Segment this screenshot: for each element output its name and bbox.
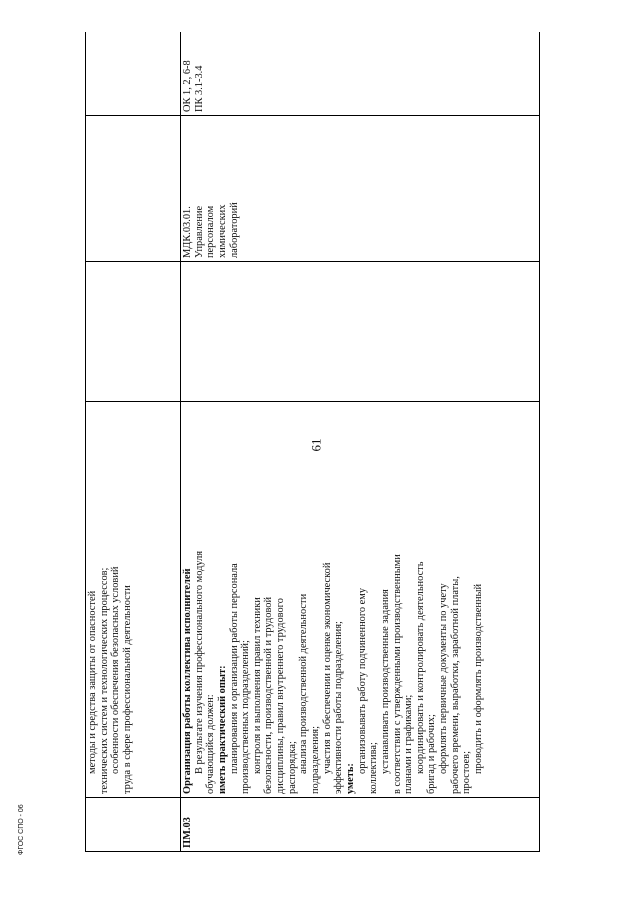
competency-line: ПК 3.1-3.4 [193,65,205,112]
text-line: организовывать работу подчиненного ему [356,587,368,774]
discipline-line: персоналом [205,205,217,258]
curriculum-table [85,32,540,852]
text-line: уметь: [344,763,356,794]
table-row-pm03 [181,32,540,852]
competency-line: ОК 1, 2, 6-8 [182,60,193,112]
text-line: безопасности, производственной и трудовой [263,596,275,794]
discipline-line: лабораторий [228,202,240,258]
competency-cell [181,32,540,116]
code-cell [181,798,540,852]
code-cell [86,798,181,852]
text-line: эффективности работы подразделения; [333,621,345,794]
text-line: планирования и организации работы персонала [228,563,240,774]
discipline-line: химических [216,204,228,258]
text-line: анализа производственной деятельности [298,593,310,774]
text-line: коллектива; [368,742,380,794]
text-line: технических систем и технологических процессов; [98,567,110,794]
text-line: оформлять первичные документы по учету [438,583,450,774]
content-cell [181,402,540,798]
text-line: труда в сфере профессиональной деятельности [121,585,133,794]
text-line: координировать и контролировать деятельность [414,561,426,774]
text-line: в соответствии с утвержденными производственными [391,554,403,794]
competency-cell [86,32,181,116]
hours-cell [181,262,540,402]
text-line: В результате изучения профессионального модуля [193,550,205,774]
discipline-cell [86,116,181,262]
table-viewport [85,32,540,852]
text-line: планами и графиками; [403,694,415,794]
text-line: участия в обеспечении и оценке экономической [321,562,333,774]
discipline-line: МДК.03.01. [182,206,193,258]
module-title: Организация работы коллектива исполнителей [182,568,193,794]
text-line: дисциплины, правил внутреннего трудового [275,598,287,794]
text-line: методы и средства защиты от опасностей [87,590,98,774]
module-code: ПМ.03 [182,817,193,848]
text-line: контроля и выполнения правил техники [251,597,263,774]
text-line: обучающийся должен: [205,694,217,794]
text-line: подразделения; [310,726,322,794]
hours-cell [86,262,181,402]
discipline-line: Управление [193,205,205,258]
footer-label: ФГОС СПО - 06 [18,804,25,855]
text-line: устанавливать производственные задания [379,589,391,774]
text-line: распорядка; [286,741,298,794]
text-line: производственных подразделений; [240,640,252,794]
text-line: рабочего времени, выработки, заработной платы, [449,576,461,794]
text-line: особенности обеспечения безопасных условий [110,566,122,774]
discipline-cell [181,116,540,262]
content-cell [86,402,181,798]
table-row-previous [86,32,181,852]
text-line: иметь практический опыт: [216,665,228,794]
text-line: бригад и рабочих; [426,714,438,794]
text-line: простоев; [461,751,473,794]
text-line: проводить и оформлять производственный [473,583,485,774]
rotated-table-container [85,32,540,852]
page-number: 61 [308,438,324,452]
